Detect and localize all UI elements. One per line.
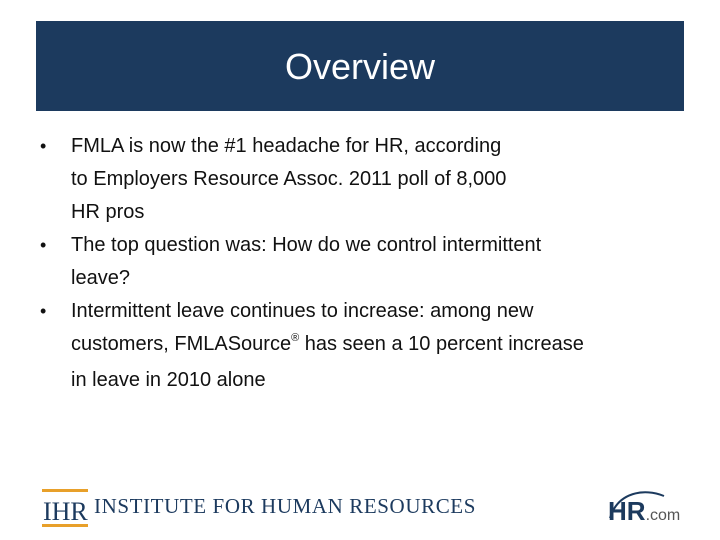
ihr-logo-text: INSTITUTE FOR HUMAN RESOURCES: [94, 494, 477, 518]
ihr-mark-letters: IHR: [43, 497, 88, 526]
text-segment: customers, FMLASource: [71, 333, 292, 355]
bullet-dot: •: [40, 235, 47, 255]
bullet-list: [40, 130, 680, 397]
ihr-mark-icon: [42, 488, 90, 528]
bullet-item: [40, 229, 680, 295]
bullet-line: [71, 328, 680, 364]
text-segment: has seen a 10 percent increase: [299, 333, 584, 355]
bullet-line: leave?: [71, 267, 130, 289]
bullet-line: HR pros: [71, 201, 145, 223]
bullet-item: [40, 130, 680, 229]
bullet-line: The top question was: How do we control intermittent: [71, 234, 542, 256]
bullet-item: [40, 295, 680, 397]
hrcom-logo-text: HR.com: [608, 496, 681, 524]
ihr-logo: [42, 488, 477, 528]
bullet-line: to Employers Resource Assoc. 2011 poll of 8,000: [71, 168, 507, 190]
bullet-line: Intermittent leave continues to increase: among new: [71, 300, 534, 322]
bullet-line: in leave in 2010 alone: [71, 369, 266, 391]
slide-title: Overview: [284, 46, 436, 87]
bullet-line: FMLA is now the #1 headache for HR, according: [71, 135, 502, 157]
bullet-dot: •: [40, 136, 47, 156]
registered-mark: ®: [291, 332, 300, 344]
hrcom-logo: [604, 488, 694, 524]
bullet-dot: •: [40, 301, 47, 321]
